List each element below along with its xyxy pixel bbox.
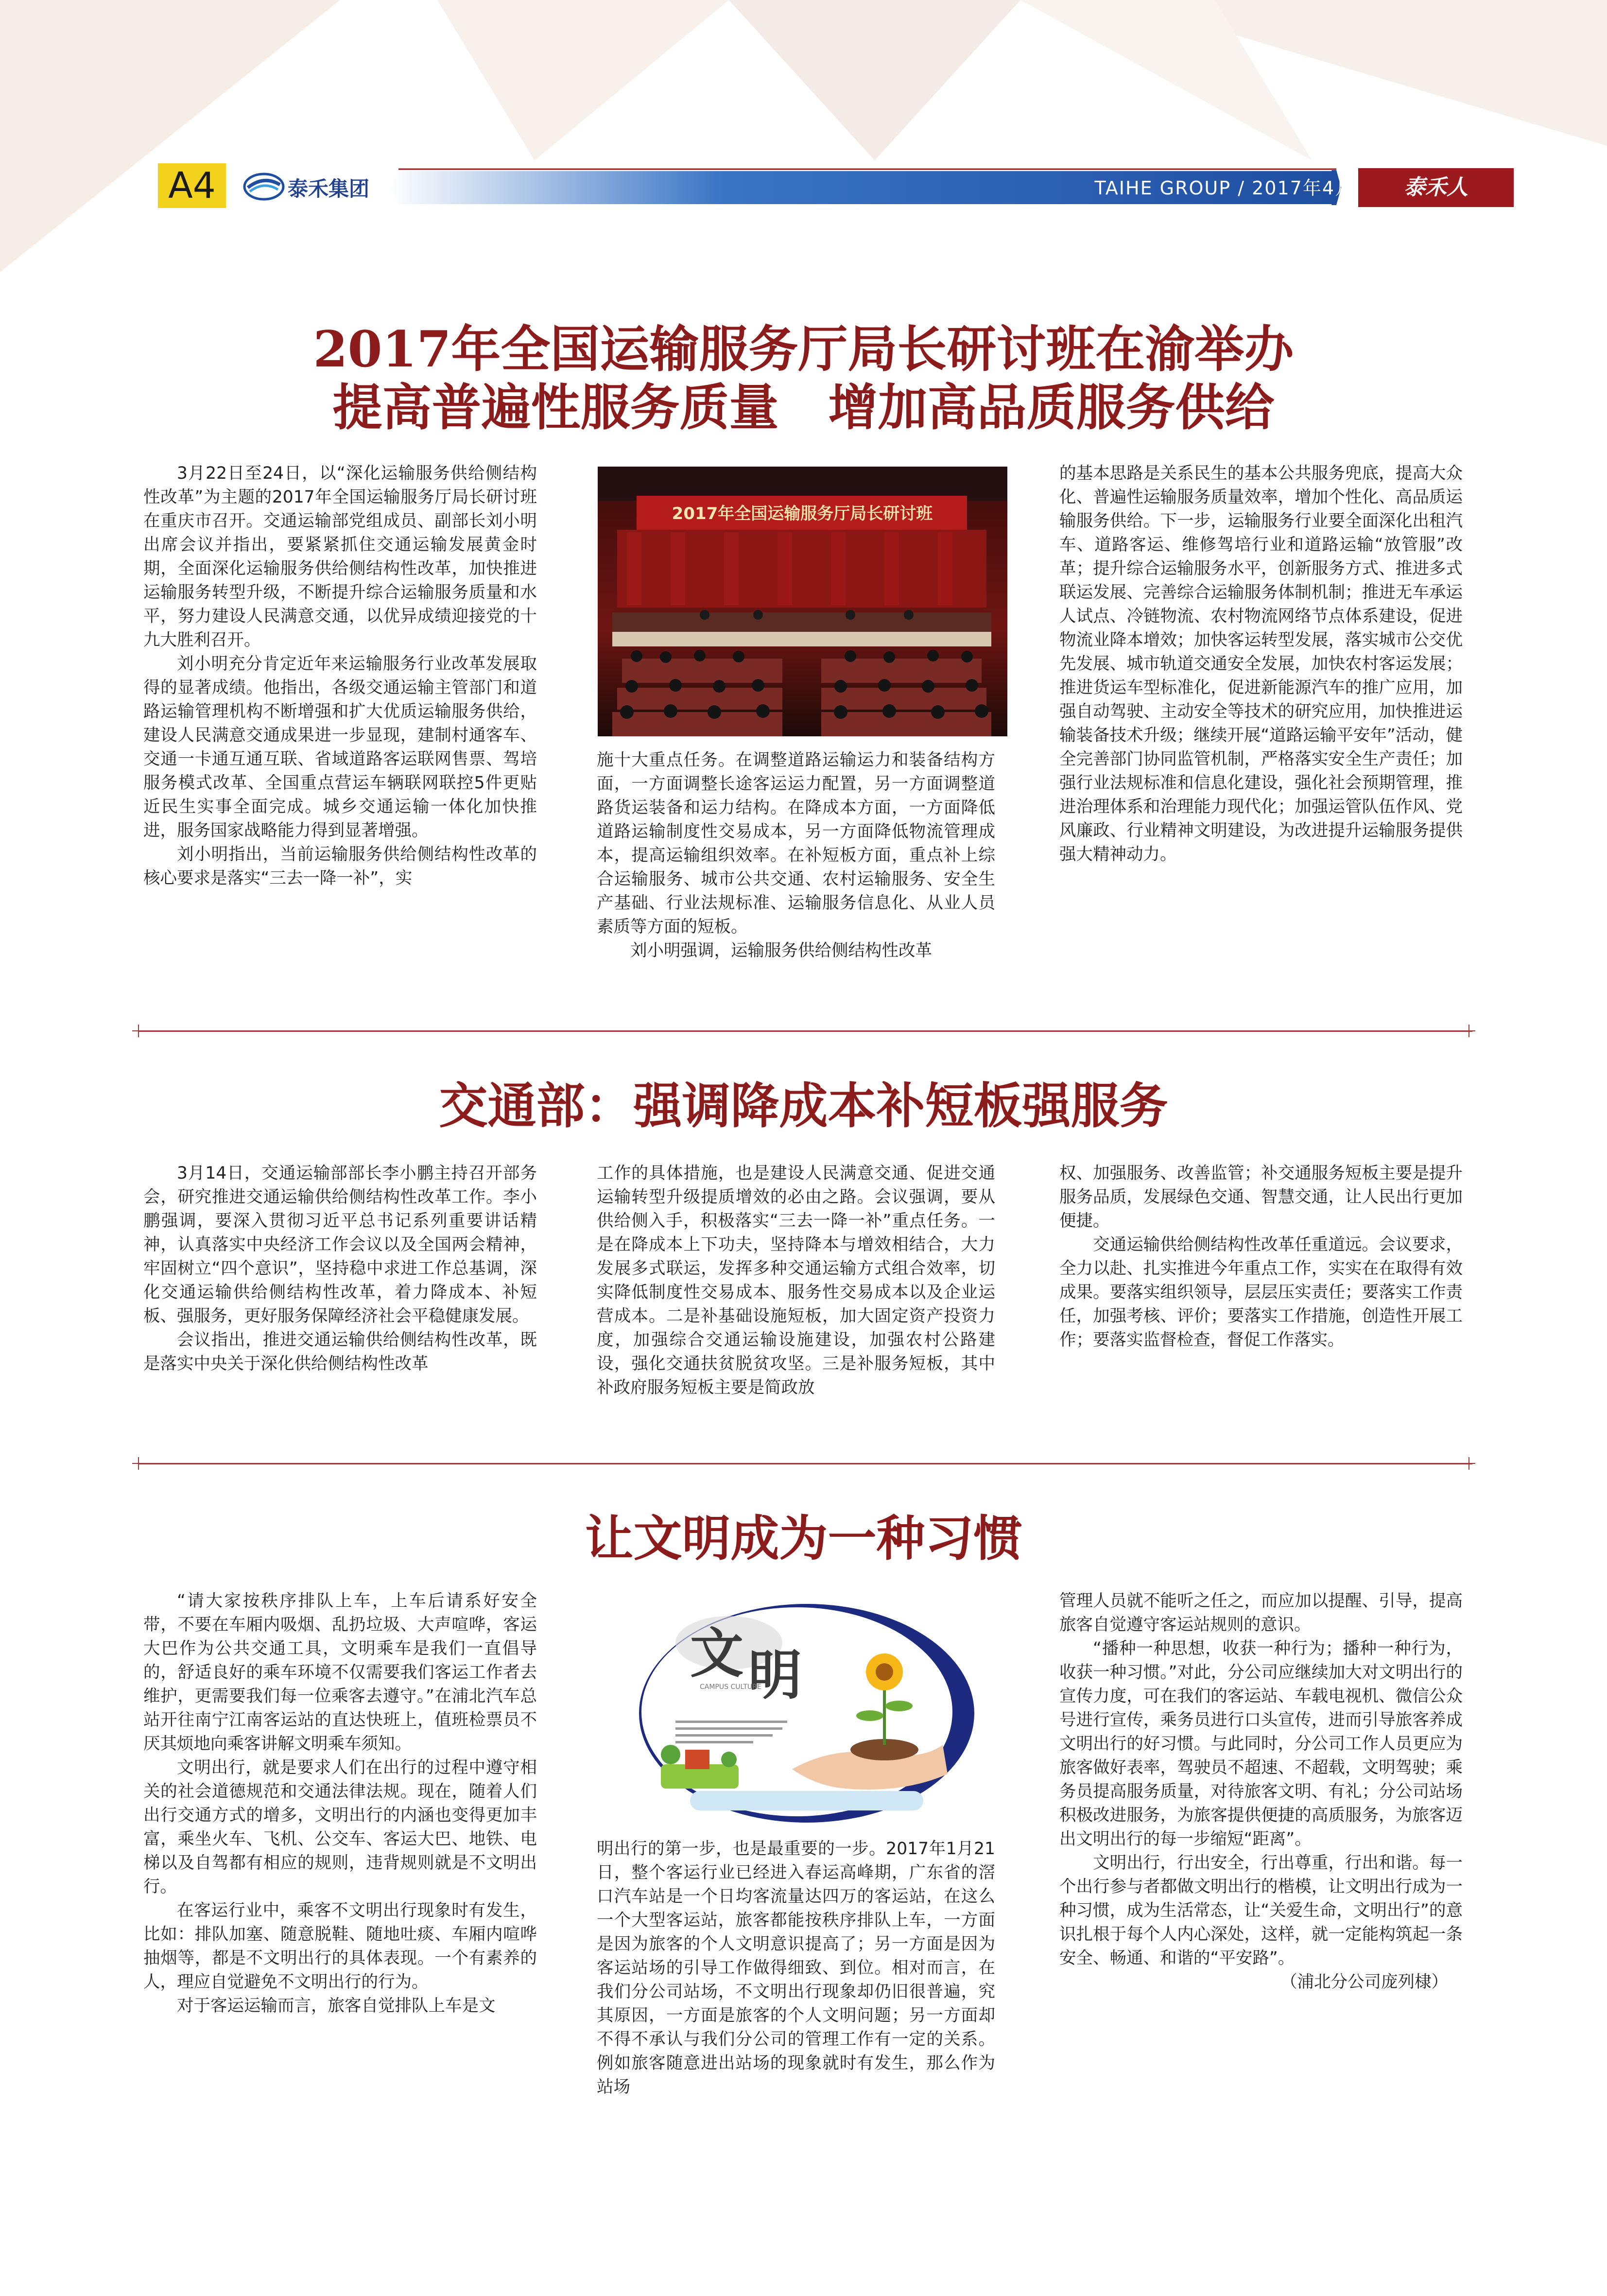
divider-cross-icon — [132, 1025, 145, 1037]
paragraph: “播种一种思想，收获一种行为；播种一种行为，收获一种习惯。”对此，分公司应继续加大对文明出行的宣传力度，可在我们的客运站、车载电视机、微信公众号进行宣传，乘务员进行口头宣传，进而引导旅客养成文明出行的好习惯。与此同时，分公司工作人员更应为旅客做好表率，驾驶员不超速、不超载，文明驾驶；乘务员提高服务质量，对待旅客文明、有礼；分公司站场积极改进服务，为旅客提供便捷的高质服务，为旅客迈出文明出行的每一步缩短“距离”。 — [1059, 1639, 1463, 1849]
article1-title-line1: 2017年全国运输服务厅局长研讨班在渝举办 — [313, 320, 1294, 379]
article3-column2 — [597, 1837, 995, 2099]
article1-column2 — [597, 748, 995, 963]
civility-illustration — [632, 1599, 982, 1827]
section-divider — [138, 1030, 1472, 1032]
conference-photo — [598, 467, 1007, 736]
article3-column3 — [1059, 1589, 1463, 1994]
divider-cross-icon — [1463, 1025, 1475, 1037]
illustration-char-ming: 明 — [748, 1644, 802, 1706]
page-number: A4 — [158, 163, 226, 208]
paragraph: 管理人员就不能听之任之，而应加以提醒、引导，提高旅客自觉遵守客运站规则的意识。 — [1059, 1591, 1463, 1635]
paragraph: 会议指出，推进交通运输供给侧结构性改革，既是落实中央关于深化供给侧结构性改革 — [143, 1330, 537, 1374]
paragraph: 的基本思路是关系民生的基本公共服务兜底，提高大众化、普遍性运输服务质量效率，增加个性化、高品质运输服务供给。下一步，运输服务行业要全面深化出租汽车、道路客运、维修驾培行业和道路运输“放管服”改革；提升综合运输服务水平，创新服务方式、推进多式联运发展、完善综合运输服务体制机制；推进无车承运人试点、冷链物流、农村物流网络节点体系建设，促进物流业降本增效；加快客运转型发展，落实城市公交优先发展、城市轨道交通安全发展，加快农村客运发展；推进货运车型标准化，促进新能源汽车的推广应用，加强自动驾驶、主动安全等技术的研究应用，加快推进运输装备技术升级；继续开展“道路运输平安年”活动，健全完善部门协同监管机制，严格落实安全生产责任；加强行业法规标准和信息化建设，强化社会预期管理，推进治理体系和治理能力现代化；加强运管队伍作风、党风廉政、行业精神文明建设，为改进提升运输服务提供强大精神动力。 — [1059, 464, 1463, 864]
article3-column1 — [143, 1589, 537, 2018]
paragraph: 交通运输供给侧结构性改革任重道远。会议要求，全力以赴、扎实推进今年重点工作，实实在在取得有效成果。要落实组织领导，层层压实责任；要落实工作责任，加强考核、评价；要落实工作措施，创造性开展工作；要落实监督检查，督促工作落实。 — [1059, 1235, 1463, 1350]
article1-title-line2: 提高普遍性服务质量 增加高品质服务供给 — [332, 379, 1275, 437]
paragraph: 在客运行业中，乘客不文明出行现象时有发生，比如：排队加塞、随意脱鞋、随地吐痰、车厢内喧哗抽烟等，都是不文明出行的具体表现。一个有素养的人，理应自觉避免不文明出行的行为。 — [143, 1901, 537, 1992]
article1-column1 — [143, 462, 537, 890]
paragraph: 施十大重点任务。在调整道路运输运力和装备结构方面，一方面调整长途客运运力配置，另一方面调整道路货运装备和运力结构。在降成本方面，一方面降低道路运输制度性交易成本，另一方面降低物流管理成本，提高运输组织效率。在补短板方面，重点补上综合运输服务、城市公共交通、农村运输服务、安全生产基础、行业法规标准、运输服务信息化、从业人员素质等方面的短板。 — [597, 750, 995, 937]
article1-column3 — [1059, 462, 1463, 867]
company-name: 泰禾集团 — [288, 177, 370, 201]
paragraph: 对于客运运输而言，旅客自觉排队上车是文 — [177, 1996, 496, 2016]
masthead — [1358, 168, 1514, 207]
illustration-char-wen: 文 — [690, 1622, 743, 1685]
paragraph: 工作的具体措施，也是建设人民满意交通、促进交通运输转型升级提质增效的必由之路。会议强调，要从供给侧入手，积极落实“三去一降一补”重点任务。一是在降成本上下功夫，坚持降本与增效相结合，大力发展多式联运，发挥多种交通运输方式组合效率，切实降低制度性交易成本、服务性交易成本以及企业运营成本。二是补基础设施短板，加大固定资产投资力度，加强综合交通运输设施建设，加强农村公路建设，强化交通扶贫脱贫攻坚。三是补服务短板，其中补政府服务短板主要是简政放 — [597, 1164, 995, 1397]
paragraph: 3月14日，交通运输部部长李小鹏主持召开部务会，研究推进交通运输供给侧结构性改革工作。李小鹏强调，要深入贯彻习近平总书记系列重要讲话精神，认真落实中央经济工作会议以及全国两会精神，牢固树立“四个意识”，坚持稳中求进工作总基调，深化交通运输供给侧结构性改革，着力降成本、补短板、强服务，更好服务保障经济社会平稳健康发展。 — [143, 1164, 537, 1326]
divider-cross-icon — [1463, 1457, 1475, 1470]
masthead-title: 泰禾人 — [1404, 175, 1468, 200]
issue-date-band: TAIHE GROUP / 2017年4月 — [1094, 177, 1354, 199]
paragraph: 3月22日至24日，以“深化运输服务供给侧结构性改革”为主题的2017年全国运输服务厅局长研讨班在重庆市召开。交通运输部党组成员、副部长刘小明出席会议并指出，要紧紧抓住交通运输发展黄金时期，全面深化运输服务供给侧结构性改革，加快推进运输服务转型升级，不断提升综合运输服务质量和水平，努力建设人民满意交通，以优异成绩迎接党的十九大胜利召开。 — [143, 464, 537, 650]
article2-column2 — [597, 1162, 995, 1400]
conference-banner-text: 2017年全国运输服务厅局长研讨班 — [672, 504, 933, 523]
article3-title: 让文明成为一种习惯 — [585, 1510, 1022, 1567]
conference-photo-image — [598, 467, 1007, 736]
article2-column1 — [143, 1162, 537, 1376]
article3-byline: （浦北分公司庞列棣） — [1280, 1972, 1448, 1992]
illustration-caption: CAMPUS CULTURE — [700, 1683, 761, 1691]
divider-cross-icon — [132, 1457, 145, 1470]
paragraph: 文明出行，就是要求人们在出行的过程中遵守相关的社会道德规范和交通法律法规。现在，随着人们出行交通方式的增多，文明出行的内涵也变得更加丰富，乘坐火车、飞机、公交车、客运大巴、地铁、电梯以及自驾都有相应的规则，违背规则就是不文明出行。 — [143, 1758, 537, 1896]
paragraph: 文明出行，行出安全，行出尊重，行出和谐。每一个出行参与者都做文明出行的楷模，让文明出行成为一种习惯，成为生活常态，让“关爱生命，文明出行”的意识扎根于每个人内心深处，这样，就一定能构筑起一条安全、畅通、和谐的“平安路”。 — [1059, 1853, 1463, 1968]
paragraph: 刘小明强调，运输服务供给侧结构性改革 — [630, 941, 932, 960]
paragraph: 明出行的第一步，也是最重要的一步。2017年1月21日，整个客运行业已经进入春运高峰期，广东省的滘口汽车站是一个日均客流量达四万的客运站，在这么一个大型客运站，旅客都能按秩序排队上车，一方面是因为旅客的个人文明意识提高了；另一方面是因为客运站场的引导工作做得细致、到位。相对而言，在我们分公司站场，不文明出行现象却仍旧很普遍，究其原因，一方面是旅客的个人文明问题；另一方面却不得不承认与我们分公司的管理工作有一定的关系。例如旅客随意进出站场的现象就时有发生，那么作为站场 — [597, 1839, 995, 2097]
paragraph: 权、加强服务、改善监管；补交通服务短板主要是提升服务品质，发展绿色交通、智慧交通，让人民出行更加便捷。 — [1059, 1164, 1463, 1231]
taihe-logo-icon — [243, 170, 285, 203]
paragraph: 刘小明充分肯定近年来运输服务行业改革发展取得的显著成绩。他指出，各级交通运输主管部门和道路运输管理机构不断增强和扩大优质运输服务供给，建设人民满意交通成果进一步显现，建制村通客车、交通一卡通互通互联、省域道路客运联网售票、驾培服务模式改革、全国重点营运车辆联网联控5件更贴近民生实事全面完成。城乡交通运输一体化加快推进，服务国家战略能力得到显著增强。 — [143, 654, 537, 840]
paragraph: 刘小明指出，当前运输服务供给侧结构性改革的核心要求是落实“三去一降一补”，实 — [143, 845, 537, 888]
section-divider — [138, 1463, 1472, 1464]
article2-title: 交通部：强调降成本补短板强服务 — [439, 1077, 1168, 1134]
paragraph: “请大家按秩序排队上车，上车后请系好安全带，不要在车厢内吸烟、乱扔垃圾、大声喧哗，客运大巴作为公共交通工具，文明乘车是我们一直倡导的，舒适良好的乘车环境不仅需要我们客运工作者去维护，更需要我们每一位乘客去遵守。”在浦北汽车总站开往南宁江南客运站的直达快班上，值班检票员不厌其烦地向乘客讲解文明乘车须知。 — [143, 1591, 537, 1754]
article2-column3 — [1059, 1162, 1463, 1352]
